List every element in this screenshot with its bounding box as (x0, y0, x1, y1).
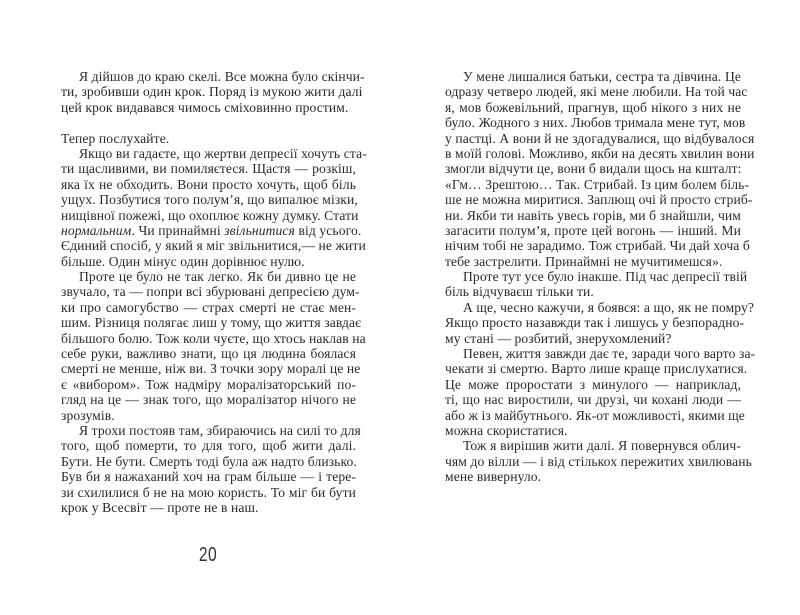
text-line: ті, що нас виростили, чи друзі, чи кохані люди — (445, 392, 741, 408)
text-line: зи схилилися б не на мою користь. То міг би бути (61, 484, 356, 500)
text-line: чям до вілли — і від стількох пережитих хвилювань (445, 453, 752, 469)
italic-emphasis: звільнитися (224, 222, 295, 238)
text-line: му стані — розбитий, знерухомлений? (445, 330, 672, 346)
text-line: Тепер послухайте. (61, 130, 170, 146)
italic-emphasis: нормальним (61, 222, 132, 238)
text-line: біль відчуваєш тільки ти. (445, 284, 594, 300)
text-line: шим. Різниця полягає лиш у тому, що життя завдає (61, 315, 362, 331)
text-line: Бути. Не бути. Смерть тоді була аж надто близько. (61, 453, 357, 469)
text-line: більшого болю. Тож коли чуєте, що хтось наклав на (61, 330, 366, 346)
text-line: звучало, та — попри всі збурювані депресією дум- (61, 284, 360, 300)
text-line: ки про самогубство — страх смерті не стає мен- (61, 299, 356, 315)
text-line: можна скористатися. (445, 422, 568, 438)
text-line: більше. Один мінус один дорівнює нулю. (61, 253, 305, 269)
text-line: загасити полум’я, проте цей вогонь — інший. Ми (445, 222, 741, 238)
text-line: Якщо просто назавжди так і лишусь у безпорадно- (445, 315, 745, 331)
text-line: я, мов божевільний, прагнув, щоб нікого з них не (445, 99, 741, 115)
text-line: ти, зробивши один крок. Поряд із мукою жити далі (61, 84, 363, 100)
text-line: одразу четверо людей, які мене любили. На той час (445, 84, 748, 100)
right-page-text (445, 69, 756, 485)
text-line: того, щоб померти, то для того, щоб жити далі. (61, 438, 356, 454)
left-page-text (61, 69, 367, 515)
text-line: «Гм… Зрештою… Так. Стрибай. Із цим болем біль- (445, 176, 750, 192)
text-line: ше не можна миритися. Заплющ очі й просто стриб- (445, 192, 753, 208)
text-line: Був би я нажаханий хоч на грам більше — і тере- (61, 469, 356, 485)
blank-line (61, 115, 356, 130)
text-line: або ж із майбутнього. Як-от можливості, якими ще (445, 407, 745, 423)
text-line: було. Жодного з них. Любов тримала мене тут, мов (445, 115, 746, 131)
text-line: є «вибором». Тож надміру моралізаторський по- (61, 376, 356, 392)
text-line: Я дійшов до краю скелі. Все можна було скінчи- (79, 69, 365, 84)
page-number: 20 (198, 544, 218, 566)
text-line: чекати зі смертю. Варто лише краще прислухатися. (445, 361, 748, 377)
text-line: ни. Якби ти навіть увесь горів, ми б знайшли, чим (445, 207, 741, 223)
text-line: яка їх не обходить. Вони просто хочуть, щоб біль (61, 176, 356, 192)
text-line: Тож я вирішив жити далі. Я повернувся облич- (463, 438, 741, 454)
text-line (61, 222, 362, 238)
text-line: У мене лишалися батьки, сестра та дівчина. Це (463, 69, 741, 84)
text-line: смерті не менше, ніж ви. З точки зору моралі це не (61, 361, 361, 377)
text-line: себе руки, важливо знати, що ця людина боялася (61, 346, 356, 362)
text-fragment: від усього. (294, 222, 362, 238)
text-line: в моїй голові. Можливо, якби на десять хвилин вони (445, 145, 755, 161)
text-line: зрозумів. (61, 407, 115, 423)
text-line: Певен, життя завжди дає те, заради чого варто за- (463, 346, 756, 362)
text-line: гляд на це — знак того, що моралізатор нічого не (61, 392, 356, 408)
text-line: мене вивернуло. (445, 469, 542, 485)
text-line: Проте це було не так легко. Як би дивно це не (79, 269, 356, 285)
text-line: А ще, чесно кажучи, я боявся: а що, як не помру? (463, 299, 755, 315)
text-line: тебе застрелити. Принаймні не мучитимешся». (445, 253, 723, 269)
text-line: цей крок видавався чимось сміховинно простим. (61, 99, 349, 115)
text-line: нічим тобі не зарадимо. Тож стрибай. Чи дай хоча б (445, 238, 750, 254)
text-line: Якщо ви гадаєте, що жертви депресії хочуть ста- (79, 145, 367, 161)
text-line: Проте тут усе було інакше. Під час депресії твій (463, 269, 748, 285)
text-line: крок у Всесвіт — проте не в наш. (61, 499, 259, 515)
text-line: змогли відчути це, вони б видали щось на кшталт: (445, 161, 742, 177)
text-line: Це може проростати з минулого — наприклад, (445, 376, 741, 392)
text-line: у пастці. А вони й не здогадувалися, що відбувалося (445, 130, 755, 146)
text-line: нищівної пожежі, що охоплює кожну думку. Стати (61, 207, 359, 223)
text-line: Єдиний спосіб, у який я міг звільнитися,— не жити (61, 238, 366, 254)
text-line: ти щасливими, ви помиляєтеся. Щастя — розкіш, (61, 161, 356, 177)
text-line: Я трохи постояв там, збираючись на силі то для (79, 422, 361, 438)
text-fragment: . Чи принаймні (131, 222, 225, 238)
text-line: ущух. Позбутися того полум’я, що випалює мізки, (61, 192, 358, 208)
